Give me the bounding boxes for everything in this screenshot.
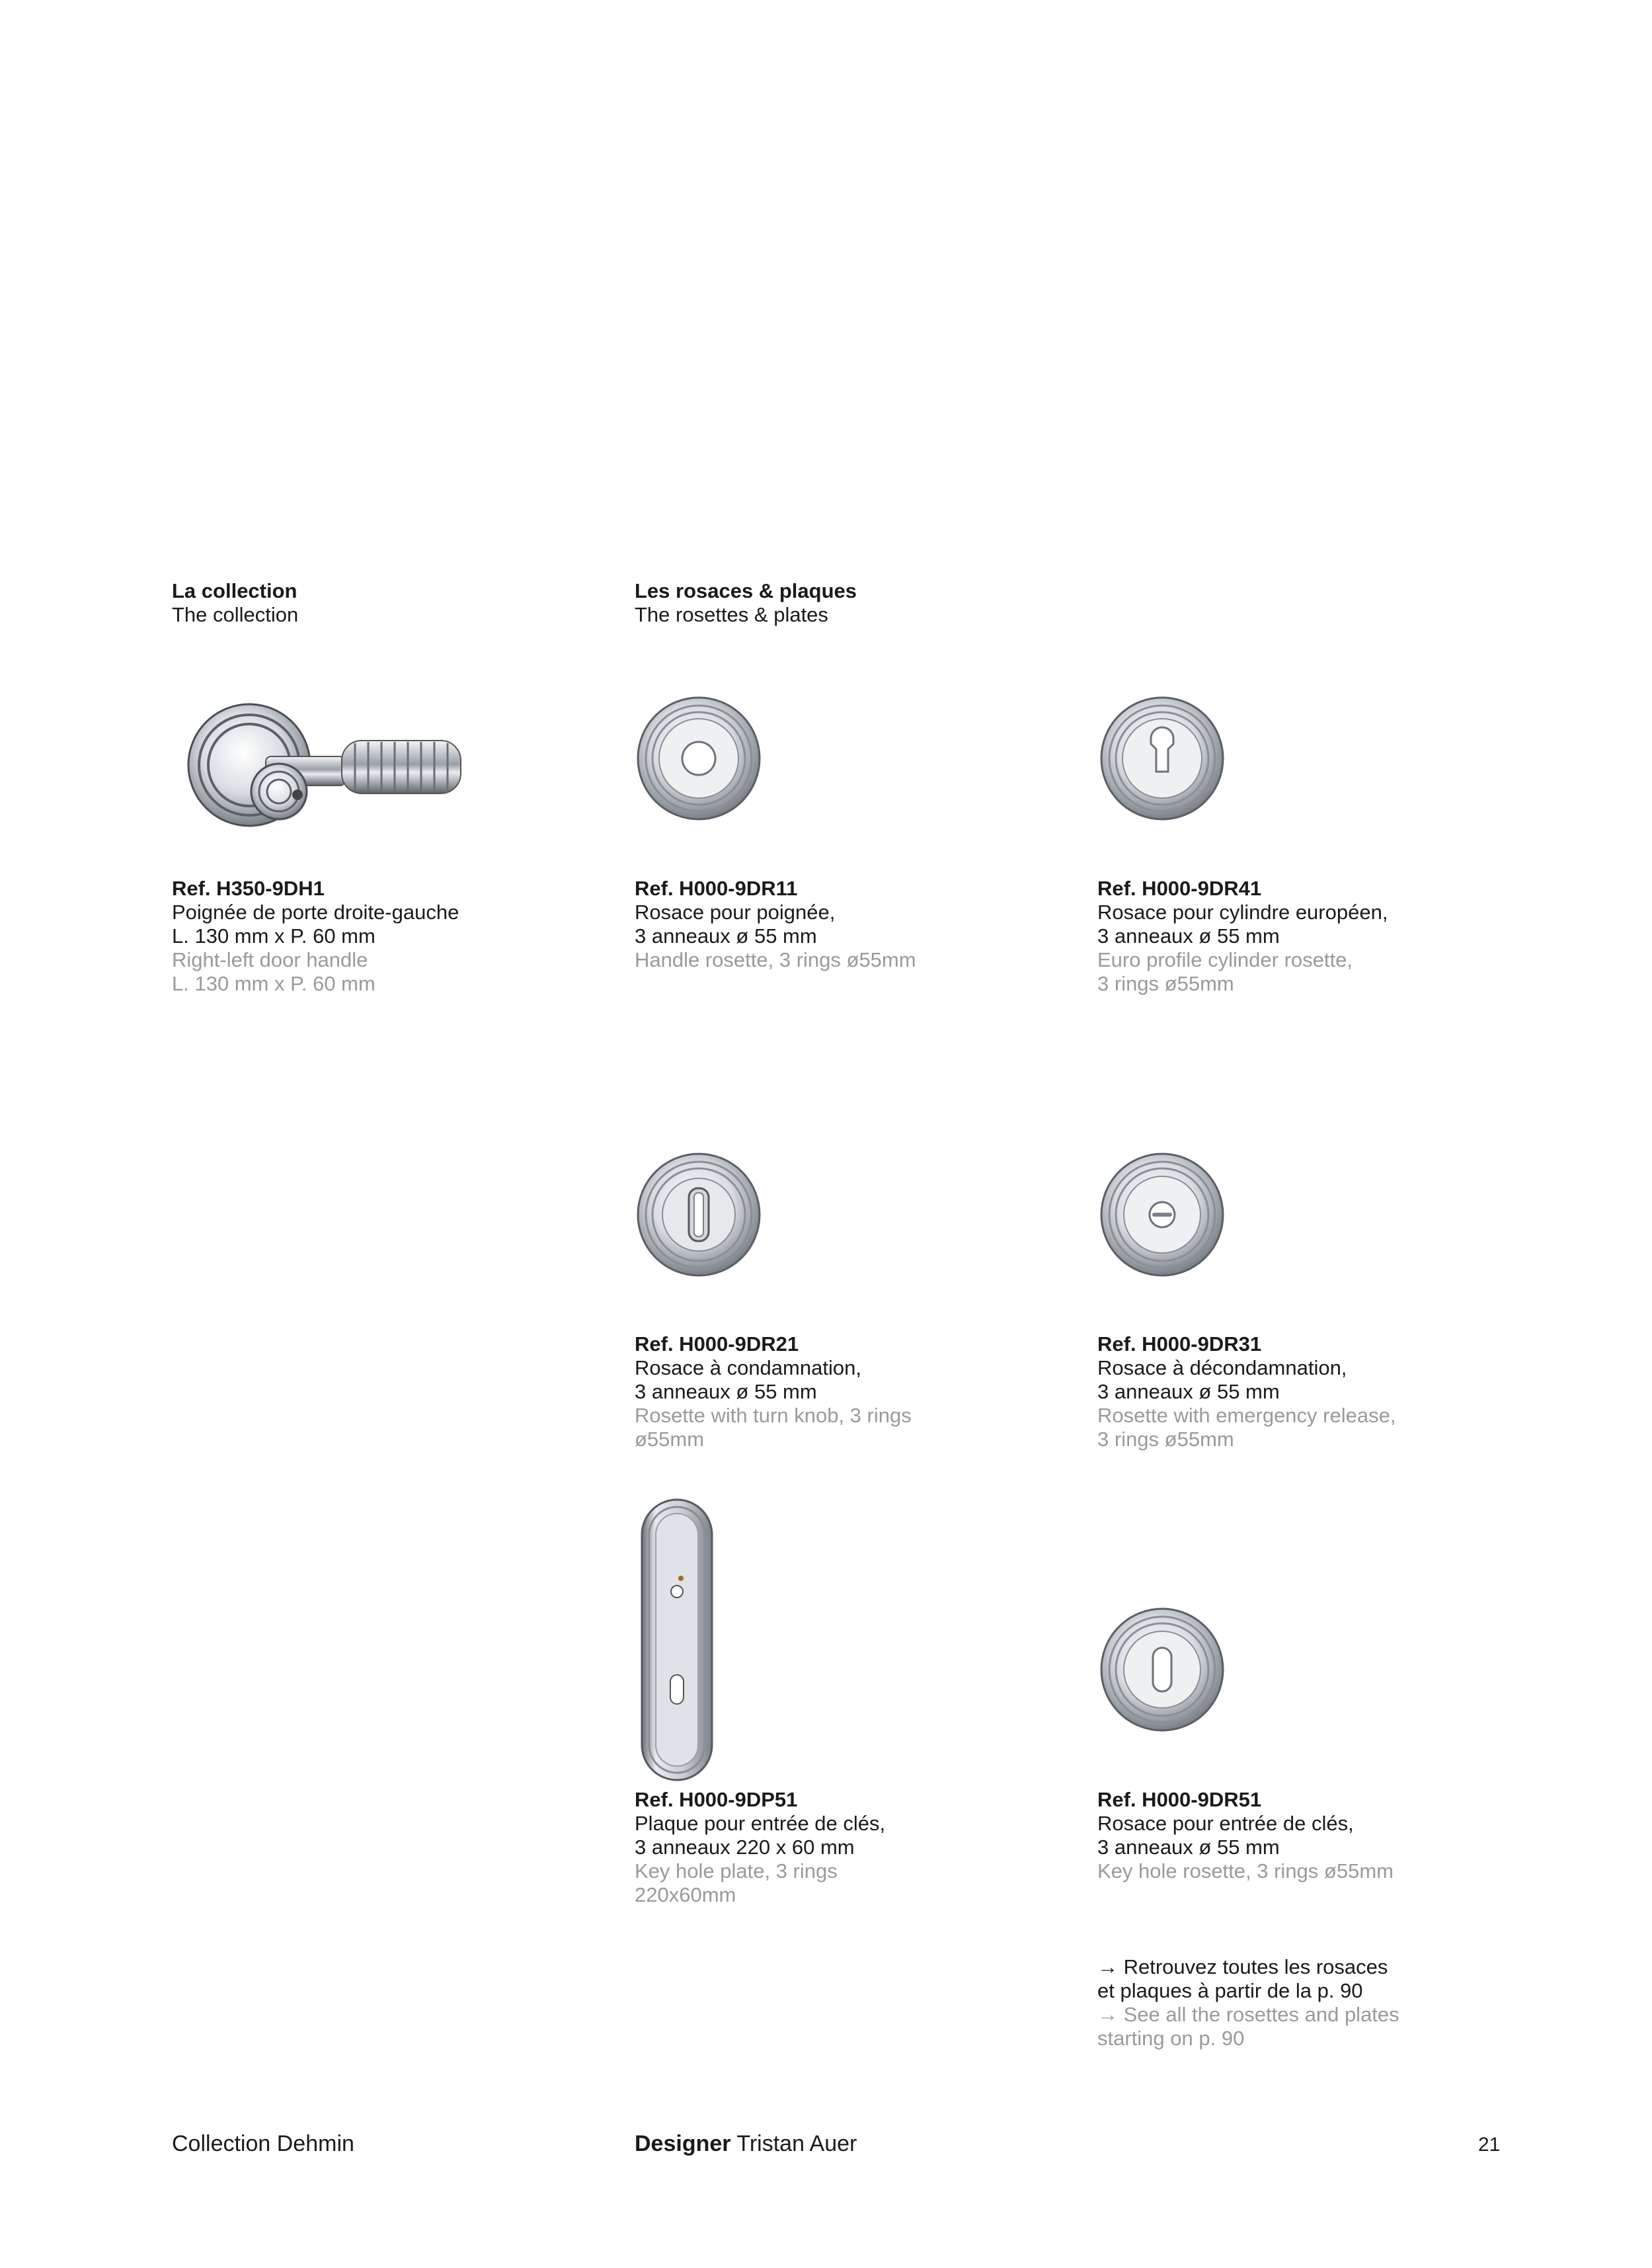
product-desc-fr: Rosace à décondamnation, bbox=[1097, 1356, 1347, 1379]
product-desc-en: Key hole plate, 3 rings bbox=[635, 1859, 838, 1883]
product-caption bbox=[172, 877, 516, 996]
product-caption bbox=[1097, 877, 1441, 996]
product-caption bbox=[635, 1788, 978, 1907]
product-desc-fr: 3 anneaux ø 55 mm bbox=[635, 1380, 817, 1403]
designer-label: Designer bbox=[635, 2131, 731, 2156]
product-desc-fr: Rosace pour poignée, bbox=[635, 901, 836, 924]
product-ref: Ref. H000-9DR21 bbox=[635, 1332, 799, 1356]
product-ref: Ref. H000-9DR31 bbox=[1097, 1332, 1262, 1356]
footer-designer bbox=[635, 2130, 857, 2157]
product-ref: Ref. H000-9DR41 bbox=[1097, 877, 1262, 900]
product-caption bbox=[1097, 1788, 1441, 1883]
product-ref: Ref. H000-9DP51 bbox=[635, 1788, 798, 1811]
product-desc-en: 3 rings ø55mm bbox=[1097, 972, 1234, 995]
cross-reference-note bbox=[1097, 1955, 1494, 2050]
product-desc-fr: Rosace à condamnation, bbox=[635, 1356, 861, 1379]
cylinder-rosette-icon bbox=[1099, 696, 1225, 821]
section-subtitle: The rosettes & plates bbox=[635, 603, 828, 626]
product-caption bbox=[635, 1332, 978, 1451]
note-en: → See all the rosettes and plates bbox=[1097, 2003, 1399, 2026]
product-desc-fr: 3 anneaux ø 55 mm bbox=[1097, 924, 1280, 948]
product-desc-en: Right-left door handle bbox=[172, 948, 368, 971]
page-number: 21 bbox=[1478, 2134, 1501, 2156]
product-desc-en: Rosette with turn knob, 3 rings bbox=[635, 1404, 912, 1427]
section-heading-collection bbox=[172, 579, 298, 627]
note-fr: → Retrouvez toutes les rosaces bbox=[1097, 1955, 1388, 1978]
product-desc-fr: 3 anneaux ø 55 mm bbox=[1097, 1836, 1280, 1859]
product-desc-en: Key hole rosette, 3 rings ø55mm bbox=[1097, 1859, 1394, 1883]
section-subtitle: The collection bbox=[172, 603, 299, 626]
product-desc-en: L. 130 mm x P. 60 mm bbox=[172, 972, 375, 995]
product-ref: Ref. H000-9DR51 bbox=[1097, 1788, 1262, 1811]
product-desc-fr: 3 anneaux ø 55 mm bbox=[1097, 1380, 1280, 1403]
product-desc-en: 3 rings ø55mm bbox=[1097, 1428, 1234, 1451]
handle-rosette-icon bbox=[636, 696, 762, 821]
designer-name: Tristan Auer bbox=[736, 2131, 857, 2156]
product-desc-fr: 3 anneaux ø 55 mm bbox=[635, 924, 817, 948]
product-caption bbox=[1097, 1332, 1441, 1451]
section-title: La collection bbox=[172, 579, 297, 602]
product-desc-en: Rosette with emergency release, bbox=[1097, 1404, 1396, 1427]
door-handle-icon bbox=[186, 702, 471, 828]
product-desc-fr: Rosace pour entrée de clés, bbox=[1097, 1812, 1354, 1835]
section-heading-rosettes bbox=[635, 579, 857, 627]
keyhole-rosette-icon bbox=[1099, 1607, 1225, 1732]
turn-knob-rosette-icon bbox=[636, 1152, 762, 1277]
note-fr: et plaques à partir de la p. 90 bbox=[1097, 1979, 1363, 2002]
keyhole-plate-icon bbox=[640, 1498, 714, 1782]
product-desc-en: 220x60mm bbox=[635, 1883, 736, 1906]
note-en: starting on p. 90 bbox=[1097, 2027, 1245, 2050]
section-title: Les rosaces & plaques bbox=[635, 579, 857, 602]
product-desc-fr: Poignée de porte droite-gauche bbox=[172, 901, 459, 924]
emergency-release-rosette-icon bbox=[1099, 1152, 1225, 1277]
product-caption bbox=[635, 877, 978, 972]
product-desc-fr: L. 130 mm x P. 60 mm bbox=[172, 924, 375, 948]
product-desc-en: ø55mm bbox=[635, 1428, 705, 1451]
product-desc-fr: Rosace pour cylindre européen, bbox=[1097, 901, 1388, 924]
footer-collection: Collection Dehmin bbox=[172, 2131, 354, 2156]
product-desc-en: Euro profile cylinder rosette, bbox=[1097, 948, 1353, 971]
product-desc-en: Handle rosette, 3 rings ø55mm bbox=[635, 948, 916, 971]
product-ref: Ref. H350-9DH1 bbox=[172, 877, 325, 900]
product-desc-fr: 3 anneaux 220 x 60 mm bbox=[635, 1836, 855, 1859]
product-ref: Ref. H000-9DR11 bbox=[635, 877, 798, 900]
product-desc-fr: Plaque pour entrée de clés, bbox=[635, 1812, 886, 1835]
